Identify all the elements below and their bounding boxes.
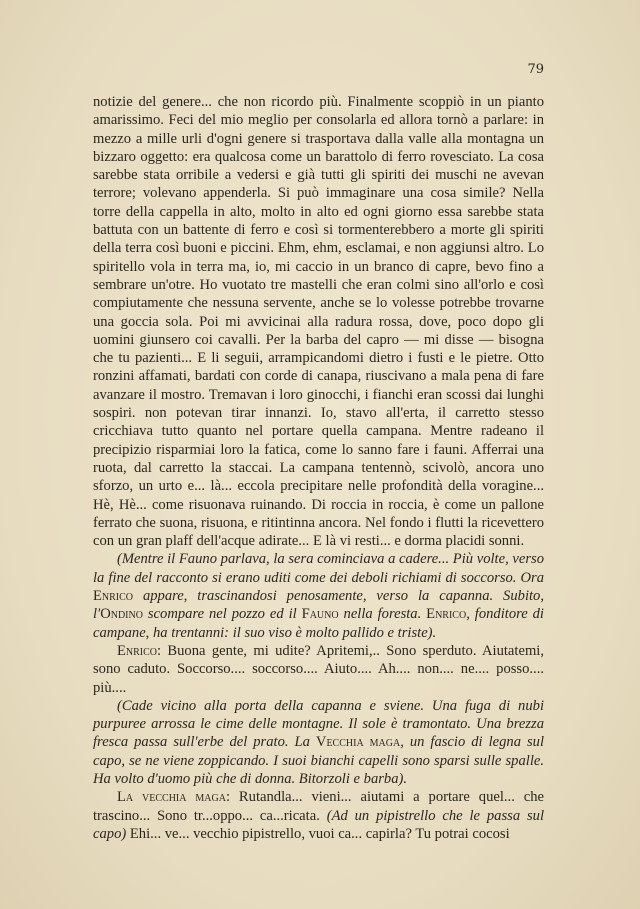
stage-direction-text: scompare nel pozzo ed il (142, 606, 302, 623)
speaker-name: Enrico (117, 642, 158, 659)
stage-direction (93, 550, 544, 641)
stage-direction (93, 697, 544, 788)
page-number: 79 (527, 62, 544, 77)
stage-direction-text: (Cade vicino alla porta della capanna e sviene. Una fuga di nubi purpuree arrossa le cime delle montagne. Il sole è tramontato. Una brezza fresca passa sull'erbe del prato. La (93, 697, 544, 751)
character-name: Enrico (426, 606, 467, 623)
inline-stage-direction: (Ad un pipistrello che le passa sul capo) (93, 807, 544, 842)
dialogue-line (93, 642, 544, 697)
narration-paragraph: notizie del genere... che non ricordo più. Finalmente scoppiò in un pianto amarissimo. Feci del mio meglio per consolarla ed allora tornò a parlare: in mezzo a mille urli d'ogni genere si trasportava dalla valle alla montagna un bizzaro oggetto: era qualcosa come un barattolo di ferro rovesciato. La cosa sarebbe stata orribile a vedersi e già tutti gli spiriti dei muschi ne avevan terrore; volevano appenderla. Si può immaginare una cosa simile? Nella torre della cappella in alto, molto in alto ed ogni giorno essa sarebbe stata battuta con un battente di ferro e così si tormenterebbero a morte gli spiriti della terra così buoni e piccini. Ehm, ehm, esclamai, e non aggiunsi altro. Lo spiritello vola in terra ma, io, mi caccio in un branco di capre, bevo fino a sembrare un'otre. Ho vuotato tre mastelli che eran colmi sino all'orlo e così compiutamente che nessuna servente, anche se lo volesse potrebbe trovarne una goccia sola. Poi mi avvicinai alla radura rossa, dove, poco dopo gli uomini giunsero coi cavalli. Per la barba del capro — mi disse — bisogna che tu pazienti... E li seguii, arrampicandomi dietro i fusti e le pietre. Otto ronzini affamati, bardati con corde di canapa, riuscivano a mala pena di fare avanzare il mostro. Tremavan i loro ginocchi, i fianchi eran scossi dai lunghi sospiri. non potevan tirar innanzi. Io, stavo all'erta, il carretto stesso cricchiava tutto quanto nel portare quella campana. Mentre radeano il precipizio risparmiai loro la fatica, come lo sanno fare i fauni. Afferrai una ruota, dal carretto la staccai. La campana tentennò, scivolò, ancora uno sforzo, un urto e... là... eccola precipitare nelle profondità della voragine... Hè, Hè... come risuonava ruinando. Di roccia in roccia, è come un pallone ferrato che suona, risuona, e ritintinna ancora. Nel fondo i flutti la ricevettero con un gran plaff dell'acque adirate... E là vi resti... e dorma placidi sonni. (93, 94, 544, 550)
dialogue-text: : Buona gente, mi udite? Apritemi,.. Sono sperduto. Aiutatemi, sono caduto. Soccorso.... soccorso.... Aiuto.... Ah.... non.... ne.... posso.... più.... (93, 642, 544, 696)
stage-direction-text: appare, trascinandosi penosamente, verso la capanna. Subito, l' (93, 588, 544, 623)
character-name: Fauno (301, 606, 339, 623)
dialogue-text: : Rutandla... vieni... aiutami a portare quel... che trascino... Sono tr...oppo... ca...ricata. (93, 789, 544, 824)
character-name: Ondino (100, 606, 143, 623)
dialogue-text: Ehi... ve... vecchio pipistrello, vuoi ca... capirla? Tu potrai cocosi (126, 825, 510, 842)
stage-direction-text: , fonditore di campane, ha trentanni: il suo viso è molto pallido e triste). (93, 606, 544, 641)
speaker-name: La vecchia maga (117, 789, 226, 806)
dialogue-line (93, 788, 544, 843)
character-name: Enrico (93, 588, 134, 605)
page-text (93, 93, 544, 843)
stage-direction-text: nella foresta. (338, 606, 427, 623)
stage-direction-text: , un fascio di legna sul capo, se ne viene zoppicando. I suoi bianchi capelli sono sparsi sulle spalle. Ha volto d'uomo più che di donna. Bitorzoli e barba). (93, 734, 544, 787)
character-name: Vecchia maga (315, 734, 401, 751)
stage-direction-text: (Mentre il Fauno parlava, la sera cominciava a cadere... Più volte, verso la fine del racconto si erano uditi come dei deboli richiami di soccorso. Ora (93, 551, 544, 586)
